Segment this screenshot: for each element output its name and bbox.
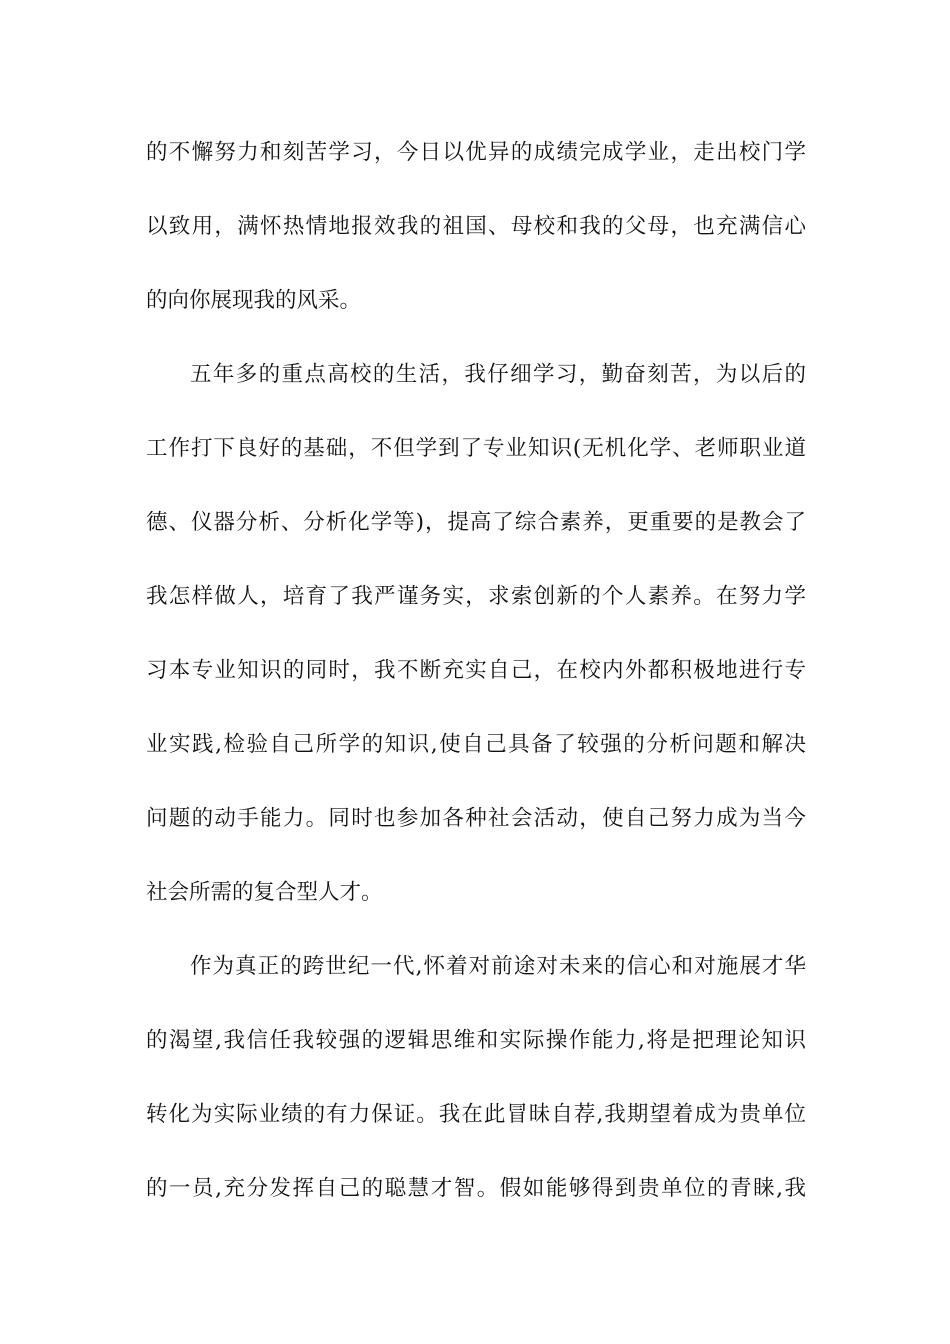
text-line-7: 我怎样做人，培育了我严谨务实，求索创新的个人素养。在努力学: [146, 584, 806, 609]
text-line-4: 五年多的重点高校的生活，我仔细学习，勤奋刻苦，为以后的: [190, 362, 806, 387]
text-line-3: 的向你展现我的风采。: [146, 288, 362, 313]
text-line-2: 以致用，满怀热情地报效我的祖国、母校和我的父母，也充满信心: [146, 214, 806, 239]
text-line-12: 作为真正的跨世纪一代,怀着对前途对未来的信心和对施展才华: [190, 954, 806, 979]
text-line-8: 习本专业知识的同时，我不断充实自己，在校内外都积极地进行专: [146, 658, 806, 683]
text-line-14: 转化为实际业绩的有力保证。我在此冒昧自荐,我期望着成为贵单位: [146, 1102, 806, 1127]
text-line-6: 德、仪器分析、分析化学等)，提高了综合素养，更重要的是教会了: [146, 510, 806, 535]
text-line-1: 的不懈努力和刻苦学习，今日以优异的成绩完成学业，走出校门学: [146, 140, 806, 165]
text-line-5: 工作打下良好的基础，不但学到了专业知识(无机化学、老师职业道: [146, 436, 806, 461]
text-line-9: 业实践,检验自己所学的知识,使自己具备了较强的分析问题和解决: [146, 732, 806, 757]
text-line-13: 的渴望,我信任我较强的逻辑思维和实际操作能力,将是把理论知识: [146, 1028, 806, 1053]
text-line-15: 的一员,充分发挥自己的聪慧才智。假如能够得到贵单位的青睐,我: [146, 1176, 806, 1201]
text-line-10: 问题的动手能力。同时也参加各种社会活动，使自己努力成为当今: [146, 806, 806, 831]
text-line-11: 社会所需的复合型人才。: [146, 880, 383, 905]
